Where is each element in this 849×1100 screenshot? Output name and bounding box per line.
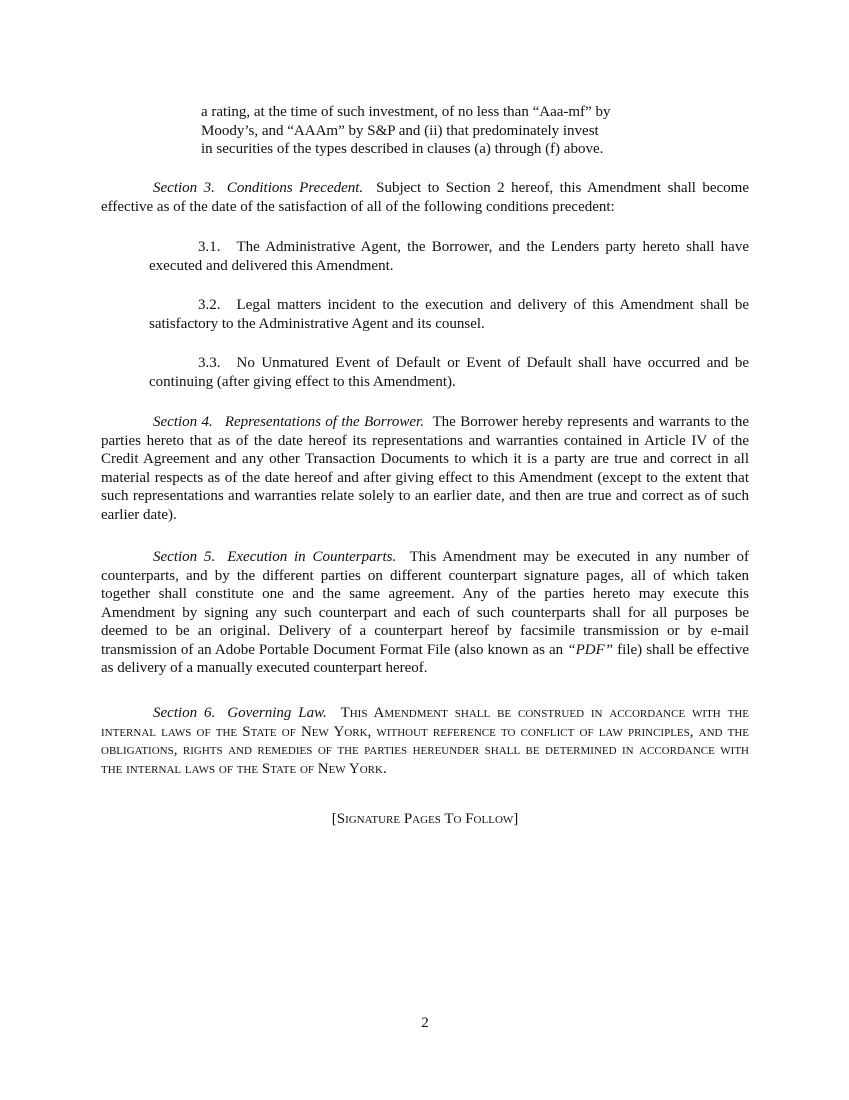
section-5-body-end: file) shall be effective as delivery of a manually executed counterpart hereof.: [101, 641, 750, 676]
condition-3-2: [149, 296, 749, 333]
condition-number: 3.3.: [198, 355, 221, 371]
section-6-body: This Amendment shall be construed in accordance with the internal laws of the State of New York, without reference to conflict of law principles, and the obligations, rights and remedies of the parties hereunder shall be determined in accordance with the internal laws of the State of New York.: [101, 705, 750, 777]
condition-number: 3.2.: [198, 297, 221, 313]
section-5-label: Section 5.: [153, 549, 216, 565]
intro-line: Moody’s, and “AAAm” by S&P and (ii) that predominately invest: [201, 122, 599, 139]
signature-pages-note: [Signature Pages To Follow]: [331, 811, 519, 827]
section-3-title: Conditions Precedent.: [226, 180, 364, 196]
condition-text: The Administrative Agent, the Borrower, and the Lenders party hereto shall have executed and delivered this Amendment.: [149, 239, 749, 274]
page-number: 2: [421, 1015, 429, 1031]
condition-3-1: [149, 238, 749, 275]
intro-line: a rating, at the time of such investment, of no less than “Aaa-mf” by: [201, 104, 611, 120]
condition-number: 3.1.: [198, 239, 221, 255]
section-5-title: Execution in Counterparts.: [227, 549, 397, 565]
section-4-label: Section 4.: [153, 414, 213, 430]
condition-text: No Unmatured Event of Default or Event of Default shall have occurred and be continuing (after giving effect to this Amendment).: [149, 355, 749, 390]
intro-line: in securities of the types described in clauses (a) through (f) above.: [201, 141, 604, 157]
section-3-label: Section 3.: [153, 180, 215, 196]
section-4-title: Representations of the Borrower.: [224, 414, 424, 430]
section-3-body: Subject to Section 2 hereof, this Amendment shall become effective as of the date of the satisfaction of all of the following conditions precedent:: [101, 180, 750, 215]
section-5-pdf-term: “PDF”: [567, 641, 614, 658]
section-5-paragraph: [101, 548, 749, 678]
section-6-title: Governing Law.: [227, 705, 327, 721]
section-6-label: Section 6.: [153, 705, 216, 721]
section-4-paragraph: [101, 413, 749, 524]
section-4-body: The Borrower hereby represents and warrants to the parties hereto that as of the date hereof its representations and warranties contained in Article IV of the Credit Agreement and any other Transaction Documents to which it is a party are true and correct in all material respects as of the date hereof and after giving effect to this Amendment (except to the extent that such representations and warranties relate solely to an earlier date, and then are true and correct as of such earlier date).: [101, 414, 749, 523]
section-3-paragraph: [101, 179, 749, 216]
section-6-paragraph: [101, 704, 749, 778]
condition-3-3: [149, 354, 749, 391]
section-5-body: This Amendment may be executed in any number of counterparts, and by the different parties on different counterpart signature pages, all of which taken together shall constitute one and the same agreement. Any of the parties hereto may execute this Amendment by signing any such counterpart and each of such counterparts shall for all purposes be deemed to be an original. Delivery of a counterpart hereof by facsimile transmission or by e-mail transmission of an Adobe Portable Document Format File (also known as an: [101, 549, 750, 658]
intro-paragraph: [201, 103, 671, 159]
condition-text: Legal matters incident to the execution and delivery of this Amendment shall be satisfactory to the Administrative Agent and its counsel.: [149, 297, 749, 332]
